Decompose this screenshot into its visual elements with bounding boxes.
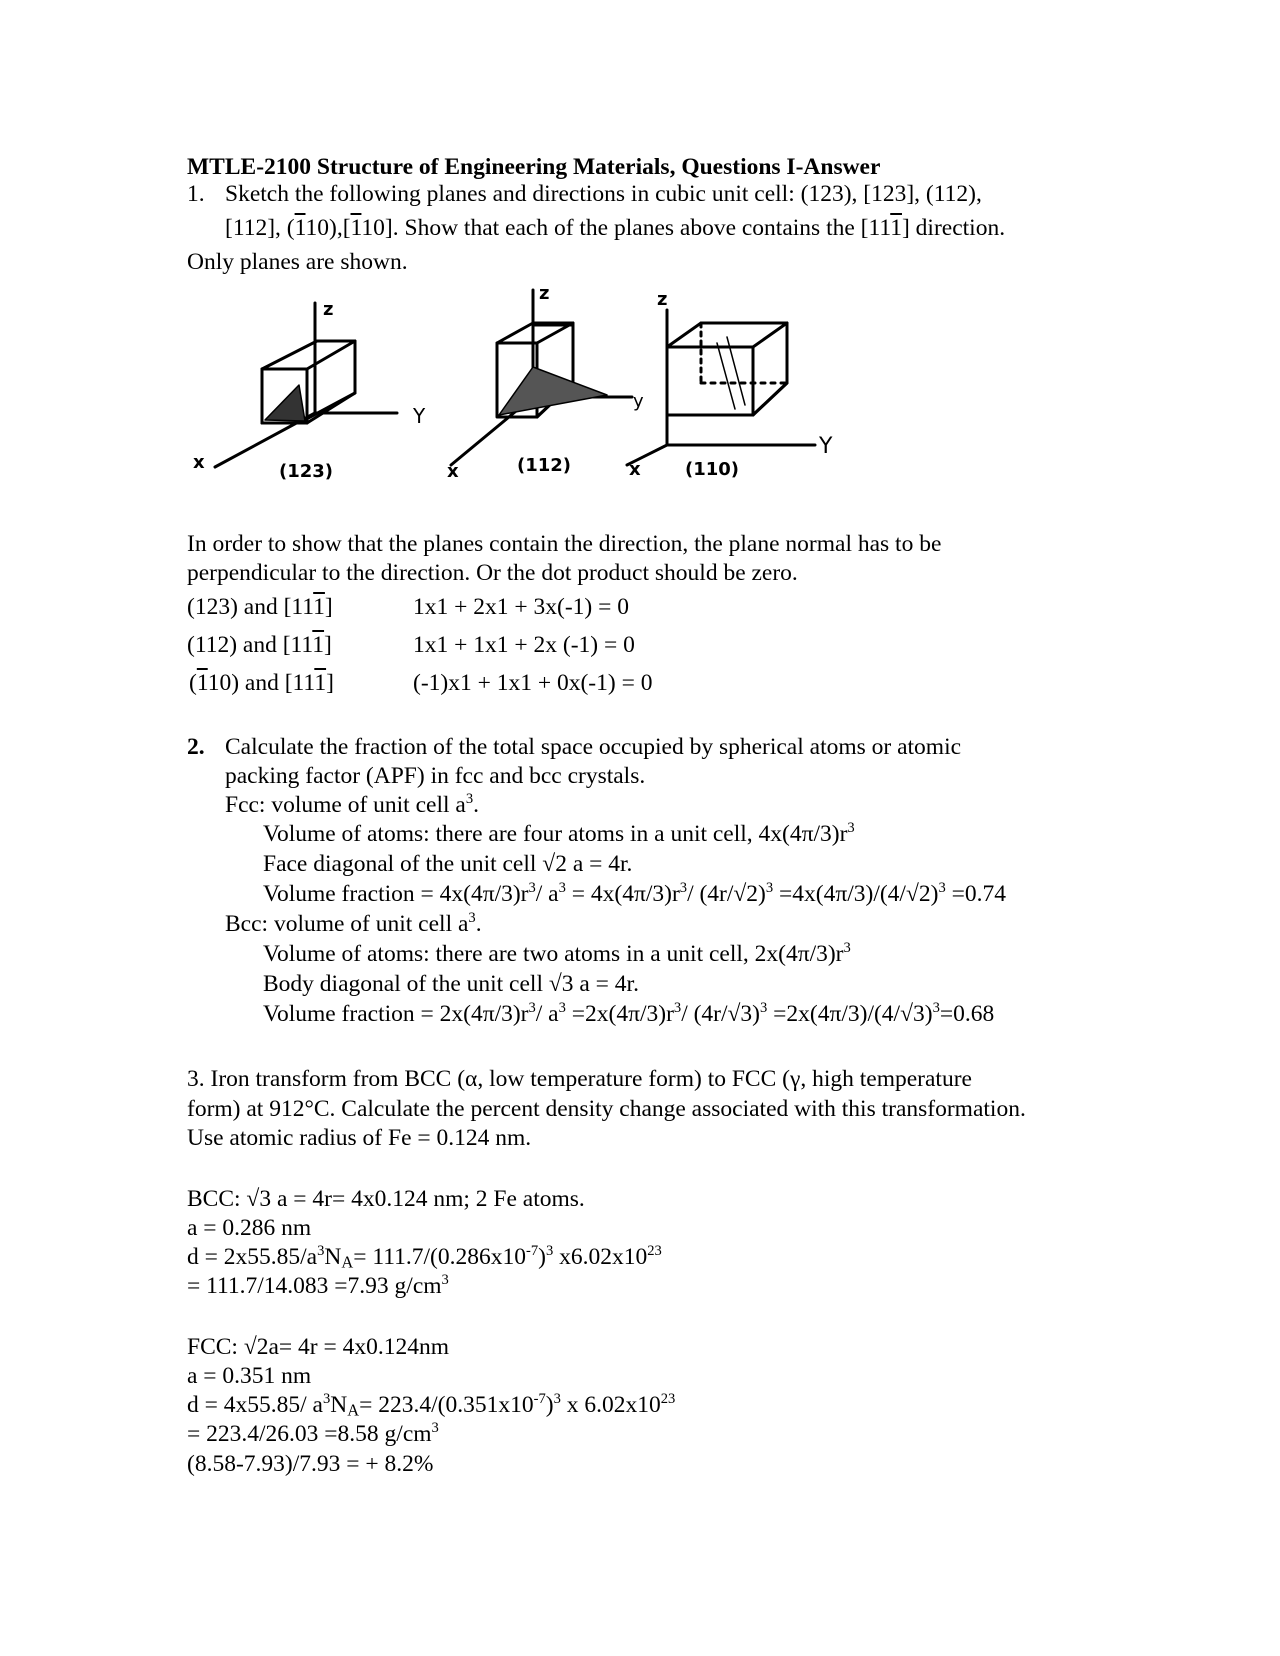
q3-result: (8.58-7.93)/7.93 = + 8.2% bbox=[187, 1451, 434, 1477]
sketch3-x-label: x bbox=[629, 459, 641, 480]
q3-bcc-4: = 111.7/14.083 =7.93 $g/cm^3$ bbox=[187, 1271, 449, 1299]
sketch2-plane-label: (112) bbox=[517, 455, 572, 476]
q1-row3-eq: (-1)x1 + 1x1 + 0x(-1) = 0 bbox=[413, 670, 653, 696]
sketch-110 bbox=[627, 289, 833, 480]
q3-fcc-3: d = 4x55.85/ $a^3N_A= 223.4/(0.351x10^{-7})^3$ x $6.02x10^{23}$ bbox=[187, 1390, 676, 1420]
q2-bcc-fraction: Volume fraction = $2x(4\pi/3)r^3/$ $a^3 =2x(4\pi/3)r^3/$ $(4r/√3)^3 =2x(4\pi/3)/(4/√3)^3=0.68$ bbox=[263, 999, 995, 1027]
q3-line1: 3. Iron transform from BCC (α, low temperature form) to FCC (γ, high temperature bbox=[187, 1066, 972, 1092]
q2-line1: Calculate the fraction of the total space occupied by spherical atoms or atomic bbox=[225, 734, 962, 760]
sketch-112 bbox=[447, 285, 644, 482]
q3-line2: form) at 912°C. Calculate the percent density change associated with this transformation. bbox=[187, 1096, 1026, 1122]
q2-bcc-atoms: Volume of atoms: there are two atoms in a unit cell, $2x(4\pi/3)r^3$ bbox=[263, 939, 851, 967]
q3-fcc-1: FCC: √2a= 4r = 4x0.124nm bbox=[187, 1334, 450, 1360]
q1-row1-label: (123) and [111] bbox=[187, 594, 333, 620]
sketch-123 bbox=[193, 299, 426, 482]
q1-row3-label: (110) and [111] bbox=[189, 670, 334, 696]
q2-fcc-fraction: Volume fraction = $4x(4\pi/3)r^3/$ $a^3 = 4x(4\pi/3)r^3/$ $(4r/√2)^3 =4x(4\pi/3)/(4/√2)^3 =0.74$ bbox=[263, 879, 1006, 907]
q1-row2-label: (112) and [111] bbox=[187, 632, 332, 658]
sketch2-y-label: y bbox=[633, 391, 644, 412]
q1-note: Only planes are shown. bbox=[187, 249, 408, 275]
sketch3-plane-label: (110) bbox=[685, 459, 740, 480]
q3-line3: Use atomic radius of Fe = 0.124 nm. bbox=[187, 1125, 532, 1151]
q1-row2-eq: 1x1 + 1x1 + 2x (-1) = 0 bbox=[413, 632, 635, 658]
q3-bcc-3: $d = 2x55.85/a^3N_A= 111.7/(0.286x10^{-7})^3$ $x6.02x10^{23}$ bbox=[187, 1242, 662, 1272]
q1-line2: [112], (110),[110]. Show that each of the planes above contains the [111] direction. bbox=[225, 215, 1006, 241]
sketch1-x-label: x bbox=[193, 452, 205, 473]
q3-fcc-4: = 223.4/26.03 =8.58 $g/cm^3$ bbox=[187, 1419, 439, 1447]
q3-fcc-2: a = 0.351 nm bbox=[187, 1363, 312, 1389]
sketch3-y-label: Y bbox=[819, 434, 833, 459]
q2-bcc-head: Bcc: volume of unit cell $a^3$. bbox=[225, 909, 482, 937]
sketch1-y-label: Y bbox=[413, 404, 426, 428]
q3-bcc-2: a = 0.286 nm bbox=[187, 1215, 312, 1241]
q2-line2: packing factor (APF) in fcc and bcc crystals. bbox=[225, 763, 646, 789]
q2-fcc-diagonal: Face diagonal of the unit cell √2 a = 4r. bbox=[263, 851, 633, 877]
q1-line1: Sketch the following planes and directions in cubic unit cell: (123), [123], (112), bbox=[225, 181, 982, 207]
q1-number: 1. bbox=[187, 181, 205, 207]
sketch2-z-label: z bbox=[539, 285, 550, 304]
sketch2-x-label: x bbox=[447, 461, 459, 482]
sketch3-z-label: z bbox=[657, 289, 668, 310]
q1-row1-eq: 1x1 + 2x1 + 3x(-1) = 0 bbox=[413, 594, 629, 620]
sketch1-z-label: z bbox=[323, 299, 334, 320]
q2-fcc-atoms: Volume of atoms: there are four atoms in a unit cell, $4x(4\pi/3)r^3$ bbox=[263, 819, 855, 847]
q1-explanation-1: In order to show that the planes contain the direction, the plane normal has to be bbox=[187, 531, 942, 557]
sketch1-plane-label: (123) bbox=[279, 461, 334, 482]
q1-explanation-2: perpendicular to the direction. Or the dot product should be zero. bbox=[187, 560, 798, 586]
q2-fcc-head: Fcc: volume of unit cell $a^3$. bbox=[225, 790, 479, 818]
q2-number: 2. bbox=[187, 734, 205, 760]
q2-bcc-diagonal: Body diagonal of the unit cell √3 a = 4r. bbox=[263, 971, 639, 997]
document-title: MTLE-2100 Structure of Engineering Materials, Questions I-Answer bbox=[187, 154, 881, 180]
q3-bcc-1: BCC: √3 a = 4r= 4x0.124 nm; 2 Fe atoms. bbox=[187, 1186, 585, 1212]
unit-cell-sketch bbox=[187, 285, 867, 495]
